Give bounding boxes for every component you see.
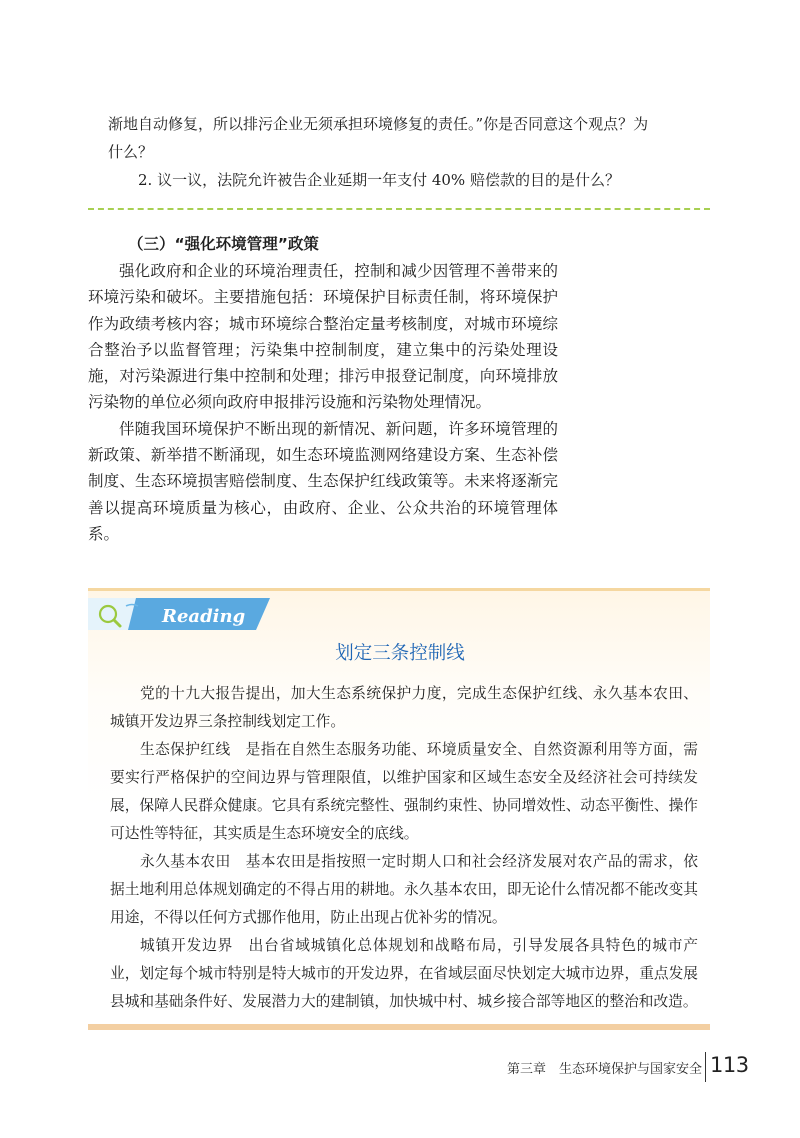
reading-top-border xyxy=(88,588,710,591)
question-1-tail-line2: 什么？ xyxy=(108,143,154,161)
section-paragraph-2: 伴随我国环境保护不断出现的新情况、新问题，许多环境管理的新政策、新举措不断涌现，如生态环境监测网络建设方案、生态补偿制度、生态环境损害赔偿制度、生态保护红线政策等。未来将逐渐完善以提高环境质量为核心，由政府、企业、公众共治的环境管理体系。 xyxy=(88,419,558,543)
dashed-divider xyxy=(88,208,710,210)
reading-title: 划定三条控制线 xyxy=(335,643,465,664)
page-number: 113 xyxy=(710,1053,749,1077)
reading-banner-label: Reading xyxy=(162,606,246,627)
section-paragraph-1: 强化政府和企业的环境治理责任，控制和减少因管理不善带来的环境污染和破坏。主要措施包括：环境保护目标责任制，将环境保护作为政绩考核内容；城市环境综合整治定量考核制度，对城市环境综合整治予以监督管理；污染集中控制制度，建立集中的污染处理设施，对污染源进行集中控制和处理；排污申报登记制度，向环境排放污染物的单位必须向政府申报排污设施和污染物处理情况。 xyxy=(88,262,558,412)
question-1-tail-line1: 渐地自动修复，所以排污企业无须承担环境修复的责任。”你是否同意这个观点？为 xyxy=(108,115,649,133)
reading-body xyxy=(110,680,698,1016)
section-heading: （三）“强化环境管理”政策 xyxy=(128,235,319,253)
footer-chapter-title: 第三章 生态环境保护与国家安全 xyxy=(506,1062,702,1077)
question-2: 2. 议一议，法院允许被告企业延期一年支付 40% 赔偿款的目的是什么？ xyxy=(138,171,620,189)
previous-questions xyxy=(108,110,708,194)
reading-paragraph-3: 永久基本农田 基本农田是指按照一定时期人口和社会经济发展对农产品的需求，依据土地利用总体规划确定的不得占用的耕地。永久基本农田，即无论什么情况都不能改变其用途，不得以任何方式挪作他用，防止出现占优补劣的情况。 xyxy=(110,853,698,926)
section-body xyxy=(88,258,558,547)
reading-paragraph-1: 党的十九大报告提出，加大生态系统保护力度，完成生态保护红线、永久基本农田、城镇开发边界三条控制线划定工作。 xyxy=(110,685,698,730)
reading-paragraph-4: 城镇开发边界 出台省域城镇化总体规划和战略布局，引导发展各具特色的城市产业，划定每个城市特别是特大城市的开发边界，在省域层面尽快划定大城市边界，重点发展县城和基础条件好、发展潜力大的建制镇，加快城中村、城乡接合部等地区的整治和改造。 xyxy=(110,937,698,1010)
reading-banner xyxy=(88,594,278,634)
footer-separator xyxy=(705,1052,706,1082)
reading-bottom-border xyxy=(88,1024,710,1030)
reading-paragraph-2: 生态保护红线 是指在自然生态服务功能、环境质量安全、自然资源利用等方面，需要实行严格保护的空间边界与管理限值，以维护国家和区域生态安全及经济社会可持续发展，保障人民群众健康。它具有系统完整性、强制约束性、协同增效性、动态平衡性、操作可达性等特征，其实质是生态环境安全的底线。 xyxy=(110,741,698,842)
